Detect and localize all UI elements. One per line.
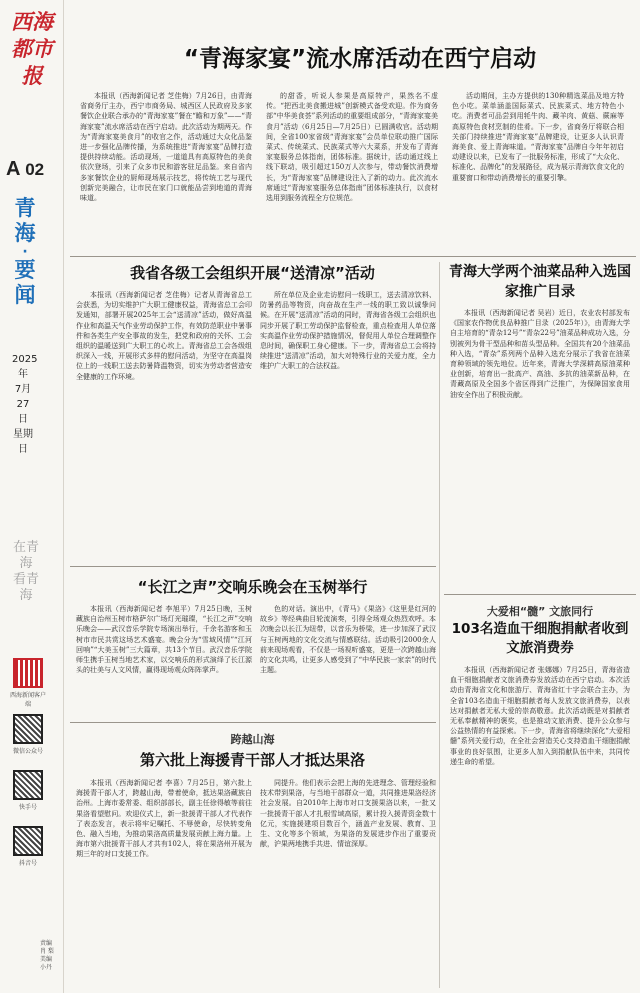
- article2-headline: 我省各级工会组织开展“送清凉”活动: [130, 264, 375, 282]
- article5-col1: 本报讯（西海新闻记者 李喜）7月25日，第六批上海援青干部人才，跨越山海，带着使命，抵达果洛藏族自治州。上海市委常委、组织部部长，副主任徐得敏等前往果洛看望慰问。欢迎仪式上，新一批援青干部人才代表作了表态发言，表示将牢记嘱托、不辱使命，尽快转变角色、融入当地，为推动果洛高质量发展贡献上海力量。上海市第六批援青干部人才共有102人，将在果洛州开展为期三年的对口支援工作。: [76, 779, 252, 859]
- article3-headline: 青海大学两个油菜品种入选国家推广目录: [449, 264, 631, 300]
- date-month: 7月: [14, 384, 32, 395]
- date-year: 2025年: [12, 354, 38, 380]
- article5-kicker: 跨越山海: [230, 733, 275, 746]
- section-dot: ·: [22, 244, 28, 260]
- editor-credit: 责编 肖 梨 美编 小丹: [40, 940, 54, 971]
- article4-col1: 本报讯（西海新闻记者 李旭平）7月25日晚，玉树藏族自治州玉树市格萨尔广场灯光璀璨，“长江之声”交响乐晚会——武汉音乐学院专场演出举行，千余名游客和玉树市市民共赏这场艺术盛宴。晚会分为“雪域风情”“江河回响”“大美玉树”三大篇章，共13个节目。武汉音乐学院师生携手玉树当地艺术家，以交响乐的形式演绎了长江源头的壮美与人文风情，赢得现场观众阵阵掌声。: [76, 605, 252, 675]
- article3-text: 本报讯（西海新闻记者 吴岩）近日，农业农村部发布《国家农作物优良品种推广目录（2025年）》，由青海大学自主培育的“青杂12号”“青杂22号”油菜品种成功入选，分别被列为骨干型品种和苗头型品种。全国共有20个油菜品种入选，“青杂”系列两个品种入选充分展示了我省在油菜育种领域的领先地位。近年来，青海大学深耕高原油菜种业创新，培育出一批高产、高油、多抗的油菜新品种，在青藏高原及全国多个省区得到广泛推广，为保障国家食用油安全作出了积极贡献。: [450, 309, 630, 399]
- qr-code-icon: [13, 826, 43, 856]
- divider: [444, 594, 636, 595]
- article5-col2: 同提升。他们表示会把上海的先进理念、管理经验和技术带到果洛，与当地干部群众一道，共同推进果洛经济社会发展。自2010年上海市对口支援果洛以来，一批又一批援青干部人才扎根雪域高原，累计投入援青资金数十亿元，实施援建项目数百个，涵盖产业发展、教育、卫生、文化等多个领域，为果洛的发展进步作出了重要贡献，沪果两地携手共进、情谊深厚。: [260, 779, 436, 849]
- divider: [70, 256, 636, 257]
- qr-code-icon: [13, 770, 43, 800]
- qr-code-kuaishou[interactable]: 快手号: [10, 770, 46, 811]
- date-day: 27日: [16, 399, 30, 425]
- qr-code-douyin[interactable]: 抖音号: [10, 826, 46, 867]
- article1-col1: 本报讯（西海新闻记者 芝佳梅）7月26日，由青海省商务厅主办，西宁市商务局、城西区人民政府及多家餐饮企业联合承办的“青海家宴”餐在“瞻和万象”——“青海家宴”流水席活动在西宁启动。此次活动为期两天。作为“青海家宴美食月”的收官之作，活动通过大众化品鉴进一步强化品牌传播，为系统推进“青海家宴”品牌打造提供持续动能。活动现场，一道道具有高原特色的美食依次登场，引来了众多市民和游客驻足品鉴。来自省内多家餐饮企业的厨师现场展示技艺，将传统工艺与现代创新完美融合，让市民在家门口就能品尝到地道的青海味道。: [80, 92, 252, 203]
- article6-headline: 103名造血干细胞捐献者收到文旅消费券: [451, 621, 629, 656]
- column-divider: [439, 262, 440, 988]
- divider: [70, 722, 436, 723]
- article4-col2: 色的对话。演出中，《青马》《果洛》《这里是红河的故乡》等经典曲目轮流演奏，引得全场观众热烈欢呼。本次晚会以长江为纽带，以音乐为桥梁，进一步加深了武汉与玉树两地的文化交流与情感联结。活动吸引2000余人前来现场观看，不仅是一场视听盛宴，更是一次跨越山海的文化共鸣，让更多人感受到了“中华民族一家亲”的时代主题。: [260, 605, 436, 675]
- qr-code-icon: [13, 714, 43, 744]
- section-line1: 青海: [14, 196, 36, 245]
- page-content: [70, 0, 636, 993]
- article1-col2: 的甜香，听说人参果是高原特产，果然名不虚传。“把西北美食搬进城”创新模式备受欢迎。作为商务部“中华美食荟”系列活动的重要组成部分，“青海家宴美食月”活动（6月25日—7月25日）已圆满收官。活动期间，全省100家省级“青海家宴”会员单位联动推广国际菜式、传统菜式、民族菜式等六大菜系，并发布了青海家宴服务总体指南，团体标准。据统计，活动通过线上线下联动，吸引超过150万人次参与，带动餐饮消费增长，为“青海家宴”品牌建设注入了新的动力。此次流水席通过“青海家宴服务总体指南”团体标准执行，以食材选用到服务流程全方位规范。: [266, 92, 438, 203]
- slogan: 在青海 看青海: [12, 540, 39, 603]
- qr-code-icon: [13, 658, 43, 688]
- page-number: [6, 158, 44, 181]
- page-digits: 02: [25, 160, 45, 179]
- divider: [70, 566, 436, 567]
- article1-col3: 活动期间，主办方提供的130种精选菜品及地方特色小吃。菜单涵盖国际菜式、民族菜式、地方特色小吃。消费者可品尝到用牦牛肉、藏羊肉、黄菇、蕨麻等高原特色食材烹制的佳肴。下一步，省商务厅将联合相关部门持续推进“青海家宴”品牌建设，让更多人认识青海美食、爱上青海味道。“青海家宴”品牌自今年年初启动建设以来，已发布了一批服务标准，形成了“大众化、标准化、品牌化”的发展路径，成为展示青海饮食文化的重要窗口和带动消费增长的重要引擎。: [452, 92, 624, 182]
- article1-headline: “青海家宴”流水席活动在西宁启动: [183, 46, 537, 72]
- masthead-logo: 西海都市报: [11, 9, 53, 88]
- qr-code-app[interactable]: 西海新闻客户端: [10, 658, 46, 708]
- sidebar: [0, 0, 64, 993]
- article2-col1: 本报讯（西海新闻记者 芝佳梅）记者从青海省总工会获悉，为切实维护广大职工健康权益，青海省总工会印发通知，部署开展2025年工会“送清凉”活动，做好高温作业和高温天气作业劳动保护工作，有效防范职业中暑事件和各类生产安全事故的发生，把党和政府的关怀、工会组织的温暖送到广大职工的心坎上。青海省总工会各级组织深入一线，开展形式多样的慰问活动，为坚守在高温岗位上的一线职工送去防暑降温物资，切实为劳动者营造安全健康的工作环境。: [76, 291, 252, 381]
- date-weekday: 星期日: [13, 429, 33, 455]
- article6-text: 本报讯（西海新闻记者 张娜娜）7月25日，青海省造血干细胞捐献者文旅消费券发放活动在西宁启动。本次活动由青海省文化和旅游厅、青海省红十字会联合主办，为全省103名造血干细胞捐献者每人发放文旅消费券，以表达对捐献者无私大爱的崇高敬意。此次活动既是对捐献者无私奉献精神的褒奖，也是推动文旅消费、提升公众参与公益热情的有益探索。下一步，青海省将继续深化“大爱相髓”系列关爱行动，在全社会营造关心支持造血干细胞捐献事业的良好氛围，让更多人加入到捐献队伍中来，共同传递生命的希望。: [450, 666, 630, 766]
- article5-headline: 第六批上海援青干部人才抵达果洛: [139, 751, 365, 769]
- section-line2: 要闻: [14, 258, 36, 307]
- issue-date: [12, 352, 38, 457]
- qr-code-wechat[interactable]: 微信公众号: [10, 714, 46, 755]
- page-letter: A: [6, 158, 21, 180]
- section-name: [10, 196, 40, 308]
- article4-headline: “长江之声”交响乐晚会在玉树举行: [137, 578, 368, 596]
- article6-kicker: 大爱相“髓” 文旅同行: [486, 605, 594, 618]
- article2-col2: 所在单位及企业走访慰问一线职工，送去清凉饮料、防暑药品等物资，向奋战在生产一线的职工致以诚挚问候。在开展“送清凉”活动的同时，青海省各级工会组织也同步开展了职工劳动保护监督检查，重点检查用人单位落实高温作业劳动保护措施情况，督促用人单位合理调整作息时间，确保职工身心健康。下一步，青海省总工会将持续推进“送清凉”活动，加大对特殊行业的关爱力度，全力维护广大职工的合法权益。: [260, 291, 436, 371]
